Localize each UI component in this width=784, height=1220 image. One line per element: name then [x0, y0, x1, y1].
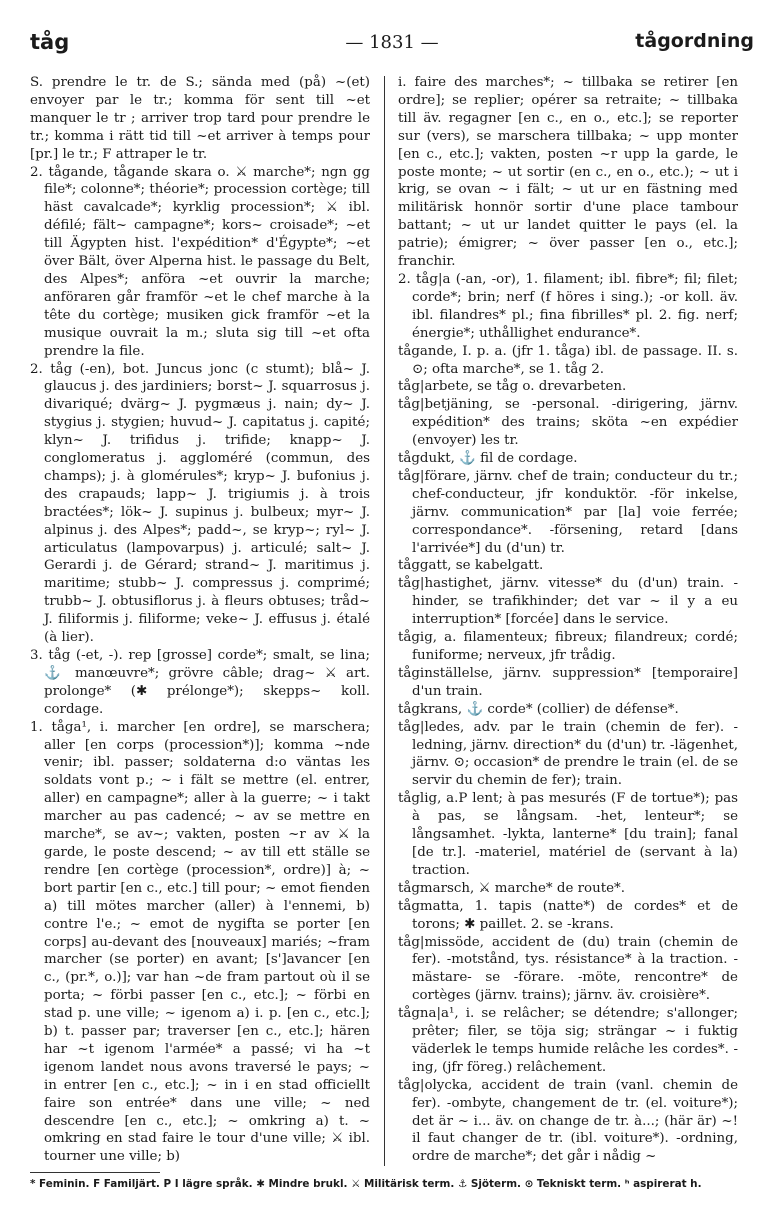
dictionary-entry: tåg|hastighet, järnv. vitesse* du (d'un) train. -hinder, se trafikhinder; det var ~ il y a eu interruption* [forcée] dans le service. — [398, 576, 738, 628]
dictionary-entry: i. faire des marches*; ~ tillbaka se retirer [en ordre]; se replier; opérer sa retraite; ~ tillbaka till äv. regagner [en c., en o., etc.]; se reporter sur (vers), se marschera tillbaka; ~ upp monter [en c., etc.]; vakten, posten ~r upp la garde, le poste monte; ~ ut sortir (en c., en o., etc.); ~ ut i krig, se ovan ~ i fält; ~ ut ur en fästning med militärisk honnör sortir d'une place tambour battant; ~ ut ur landet quitter le pays (el. la patrie); émigrer; ~ över passer [en o., etc.]; franchir. — [398, 75, 738, 270]
dictionary-entry: tåg|förare, järnv. chef de train; conducteur du tr.; chef-conducteur, jfr konduktör. -för inkelse, järnv. communication* par [la] voie ferrée; correspondance*. -försening, retard [dans l'arrivée*] du (d'un) tr. — [398, 468, 738, 556]
dictionary-entry: tågmatta, 1. tapis (natte*) de cordes* et de torons; ✱ paillet. 2. se -krans. — [398, 898, 738, 932]
dictionary-entry: tågig, a. filamenteux; fibreux; filandreux; cordé; funiforme; nerveux, jfr trådig. — [398, 630, 738, 663]
dictionary-entry: 3. tåg (-et, -). rep [grosse] corde*; smalt, se lina; ⚓ manœuvre*; grövre câble; drag~ ⚔ art. prolonge* (✱ prélonge*); skepps~ koll. cordage. — [30, 648, 370, 717]
dictionary-entry: tågna|a¹, i. se relâcher; se détendre; s'allonger; prêter; filer, se töja sig; strängar ~ i fuktig väderlek le temps humide relâche les cordes*. -ing, (jfr föreg.) relâchement. — [398, 1006, 738, 1075]
dictionary-entry: 2. tågande, tågande skara o. ⚔ marche*; ngn gg file*; colonne*; théorie*; procession cortège; till häst cavalcade*; kyrklig procession*; ⚔ ibl. défilé; fält~ campagne*; kors~ croisade*; ~et till Ägypten hist. l'expédition* d'Égypte*; ~et över Bält, över Alperna hist. le passage du Belt, des Alpes*; anföra ~et ouvrir la marche; anföraren går framför ~et le chef marche à la tête du cortège; musiken gick framför ~et la musique ouvrait la m.; sluta sig till ~et ofta prendre la file. — [30, 164, 370, 359]
right-column — [398, 74, 738, 1164]
dictionary-entry: tåg|arbete, se tåg o. drevarbeten. — [398, 379, 627, 395]
dictionary-entry: tåggatt, se kabelgatt. — [398, 558, 544, 574]
dictionary-entry: tåg|olycka, accident de train (vanl. chemin de fer). -ombyte, changement de tr. (el. voiture*); det är ~ i... äv. on change de tr. à...; (här är) ~! il faut changer de tr. (ibl. voiture*). -ordning, ordre de marche*; det går i nådig ~ — [398, 1077, 738, 1164]
dictionary-entry: tåg|betjäning, se -personal. -dirigering, järnv. expédition* des trains; sköta ~en expédier (envoyer) les tr. — [398, 397, 738, 449]
dictionary-entry: tågkrans, ⚓ corde* (collier) de défense*. — [398, 701, 679, 717]
guide-word-left: tåg — [30, 30, 70, 54]
dictionary-entry: 2. tåg|a (-an, -or), 1. filament; ibl. fibre*; fil; filet; corde*; brin; nerf (f höres i sing.); -or koll. äv. ibl. filandres* pl.; fina fibrilles* pl. 2. fig. nerf; énergie*; uthållighet endurance*. — [398, 271, 738, 341]
page-number: — 1831 — — [345, 32, 439, 53]
dictionary-entry: tåg|ledes, adv. par le train (chemin de fer). -ledning, järnv. direction* du (d'un) tr. -lägenhet, järnv. ⊙; occasion* de prendre le train (el. de se servir du chemin de fer); train. — [398, 719, 738, 789]
abbreviation-legend: * Feminin. F Familjärt. P I lägre språk. ✱ Mindre brukl. ⚔ Militärisk term. ⚓ Sjöterm. ⊙ Tekniskt term. ʰ aspirerat h. — [30, 1178, 702, 1190]
dictionary-entry: 1. tåga¹, i. marcher [en ordre], se marschera; aller [en corps (procession*)]; komma ~nde venir; ibl. passer; soldaterna d:o väntas les soldats vont p.; ~ i fält se mettre (el. entrer, aller) en campagne*; aller à la guerre; ~ i takt marcher au pas cadencé; ~ av se mettre en marche*, se av~; vakten, posten ~r av ⚔ la garde, le poste descend; ~ av till ett ställe se rendre [en cortège (procession*, ordre)] à; ~ bort partir [en c., etc.] till pour; ~ emot fienden a) till mötes marcher (aller) à l'ennemi, b) contre l'e.; ~ emot de nygifta se porter [en corps] au-devant des [nouveaux] mariés; ~fram marcher (se porter) en avant; [s']avancer [en c., (pr.*, o.)]; var han ~de fram partout où il se porta; ~ förbi passer [en c., etc.]; ~ förbi en stad p. une ville; ~ igenom a) i. p. [en c., etc.]; b) t. passer par; traverser [en c., etc.]; hären har ~t igenom l'armée* a passé; vi ha ~t igenom landet nous avons traversé le pays; ~ in entrer [en c., etc.]; ~ in i en stad officiellt faire son entrée* dans une ville; ~ ned descendre [en c., etc.]; ~ omkring a) t. ~ omkring en stad faire le tour d'une ville; ⚔ ibl. tourner une ville; b) — [30, 719, 370, 1164]
page-header — [30, 30, 754, 64]
dictionary-entry: tågdukt, ⚓ fil de cordage. — [398, 451, 578, 467]
left-column — [30, 74, 370, 1164]
footnote-rule — [30, 1172, 160, 1173]
dictionary-entry: 2. tåg (-en), bot. Juncus jonc (c stumt); blå~ J. glaucus j. des jardiniers; borst~ J. squarrosus j. divariqué; dvärg~ J. pygmæus j. nain; dy~ J. stygius j. stygien; huvud~ J. capitatus j. capité; klyn~ J. trifidus j. trifide; knapp~ J. conglomeratus j. aggloméré (commun, des champs); j. à glomérules*; kryp~ J. bufonius j. des crapauds; lapp~ J. trigiumis j. à trois bractées*; lök~ J. supinus j. bulbeux; myr~ J. alpinus j. des Alpes*; padd~, se kryp~; ryl~ J. articulatus (lampovarpus) j. articulé; salt~ J. Gerardi j. de Gérard; strand~ J. maritimus j. maritime; stubb~ J. compressus j. comprimé; trubb~ J. obtusiflorus j. à fleurs obtuses; tråd~ J. filiformis j. filiforme; veke~ J. effusus j. étalé (à lier). — [30, 361, 370, 646]
dictionary-entry: tåg|missöde, accident de (du) train (chemin de fer). -motstånd, tys. résistance* à la traction. -mästare- se -förare. -möte, rencontre* de cortèges (järnv. trains); järnv. äv. croisière*. — [398, 934, 738, 1004]
column-divider — [384, 76, 385, 1166]
guide-word-right: tågordning — [635, 30, 754, 52]
dictionary-entry: tåglig, a.P lent; à pas mesurés (F de tortue*); pas à pas, se långsam. -het, lenteur*; se långsamhet. -lykta, lanterne* [du train]; fanal [de tr.]. -materiel, matériel de (servant à la) traction. — [398, 791, 738, 878]
dictionary-entry: tågmarsch, ⚔ marche* de route*. — [398, 880, 625, 896]
dictionary-entry: S. prendre le tr. de S.; sända med (på) ~(et) envoyer par le tr.; komma för sent till ~et manquer le tr ; arriver trop tard pour prendre le tr.; komma i rätt tid till ~et arriver à temps pour [pr.] le tr.; F attraper le tr. — [30, 75, 370, 162]
dictionary-entry: tågande, I. p. a. (jfr 1. tåga) ibl. de passage. II. s. ⊙; ofta marche*, se 1. tåg 2. — [398, 343, 738, 377]
dictionary-entry: tåginställelse, järnv. suppression* [temporaire] d'un train. — [398, 665, 738, 699]
